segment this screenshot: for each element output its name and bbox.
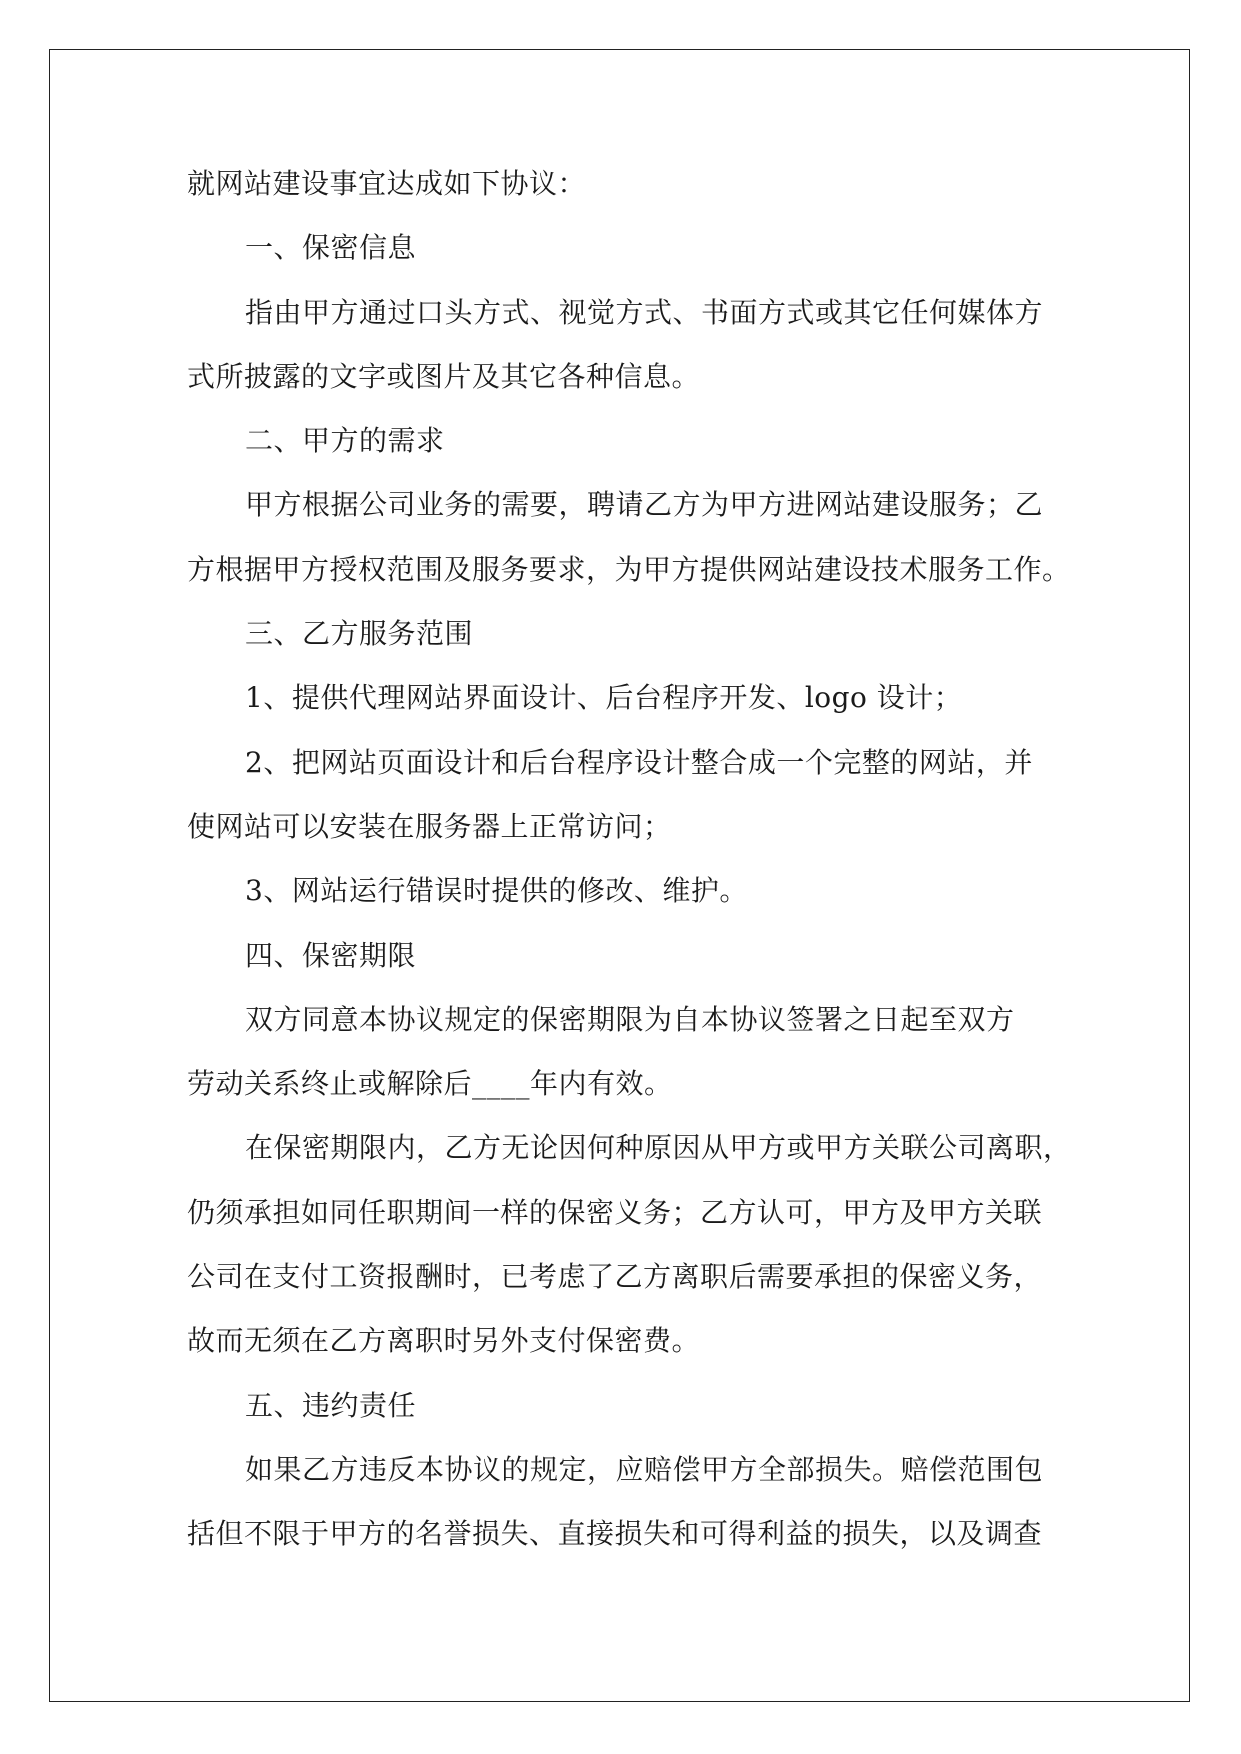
list-item: 1、提供代理网站界面设计、后台程序开发、logo 设计；	[245, 681, 963, 715]
text-line: 使网站可以安装在服务器上正常访问；	[187, 809, 672, 843]
document-body	[187, 152, 1072, 1567]
text-line: 就网站建设事宜达成如下协议：	[187, 167, 587, 200]
text-line: 指由甲方通过口头方式、视觉方式、书面方式或其它任何媒体方	[245, 295, 1044, 329]
text-line: 式所披露的文字或图片及其它各种信息。	[187, 359, 701, 393]
text-line: 双方同意本协议规定的保密期限为自本协议签署之日起至双方	[245, 1002, 1015, 1036]
text-line: 甲方根据公司业务的需要，聘请乙方为甲方进网站建设服务；乙	[245, 488, 1044, 522]
section-heading-party-a-needs: 二、甲方的需求	[245, 424, 445, 458]
text-line: 故而无须在乙方离职时另外支付保密费。	[187, 1324, 701, 1358]
text-line: 在保密期限内，乙方无论因何种原因从甲方或甲方关联公司离职，	[245, 1131, 1072, 1165]
text-line: 仍须承担如同任职期间一样的保密义务；乙方认可，甲方及甲方关联	[187, 1195, 1043, 1229]
text-line: 如果乙方违反本协议的规定，应赔偿甲方全部损失。赔偿范围包	[245, 1452, 1044, 1486]
text-line: 劳动关系终止或解除后____年内有效。	[187, 1067, 673, 1101]
list-item: 2、把网站页面设计和后台程序设计整合成一个完整的网站，并	[245, 745, 1033, 779]
text-line: 括但不限于甲方的名誉损失、直接损失和可得利益的损失，以及调查	[187, 1517, 1043, 1551]
text-line: 公司在支付工资报酬时，已考虑了乙方离职后需要承担的保密义务，	[187, 1260, 1043, 1294]
section-heading-liability: 五、违约责任	[245, 1388, 417, 1422]
text-line: 方根据甲方授权范围及服务要求，为甲方提供网站建设技术服务工作。	[187, 552, 1071, 586]
section-heading-confidentiality-period: 四、保密期限	[245, 938, 417, 972]
section-heading-confidential-info: 一、保密信息	[245, 231, 417, 265]
section-heading-service-scope: 三、乙方服务范围	[245, 617, 474, 651]
list-item: 3、网站运行错误时提供的修改、维护。	[245, 874, 748, 908]
